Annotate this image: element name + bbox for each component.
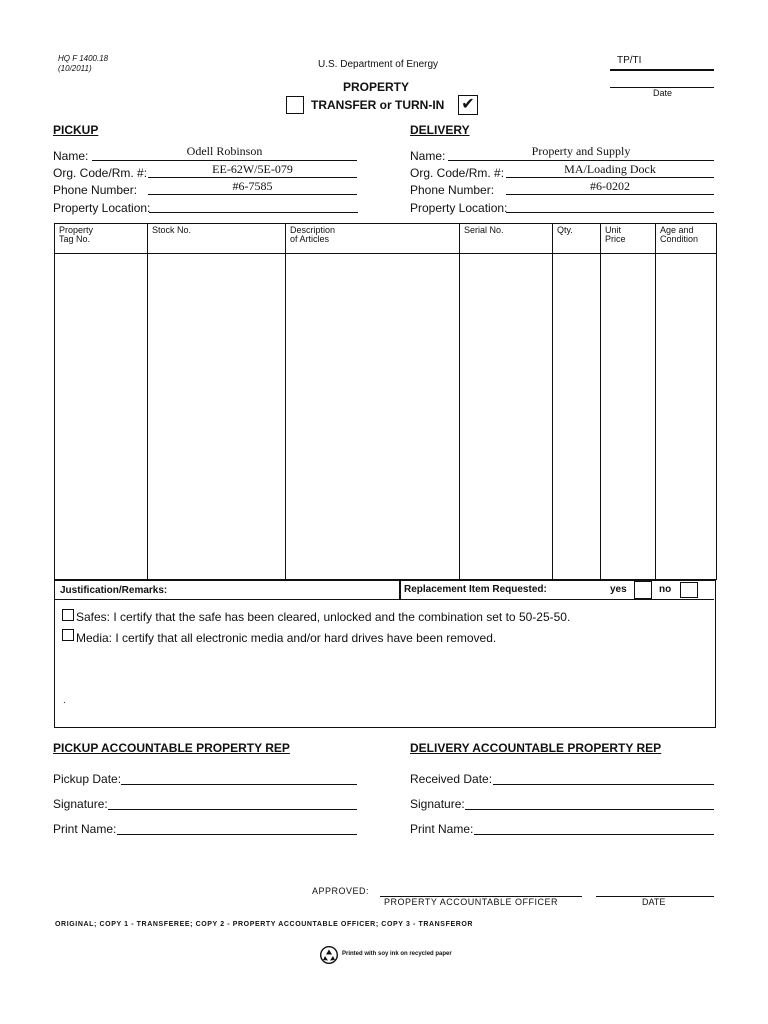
delivery-print-name-field[interactable] [474, 834, 714, 835]
form-date: (10/2011) [58, 64, 92, 73]
condition-cell[interactable] [656, 254, 717, 580]
delivery-phone-field[interactable]: #6-0202 [590, 179, 630, 193]
column-header-unit-price: Unit Price [601, 224, 656, 254]
pickup-date-label: Pickup Date: [53, 772, 122, 786]
safes-checkbox[interactable] [62, 609, 74, 621]
date-label: Date [653, 88, 673, 98]
pickup-signature-label: Signature: [53, 797, 108, 811]
delivery-org-field[interactable]: MA/Loading Dock [564, 162, 656, 176]
delivery-name-field[interactable]: Property and Supply [531, 144, 631, 158]
recycled-paper-note: Printed with soy ink on recycled paper [342, 951, 452, 957]
pickup-print-name-field[interactable] [117, 834, 357, 835]
replacement-label: Replacement Item Requested: [404, 584, 547, 595]
property-items-table [54, 223, 717, 580]
description-cell[interactable] [286, 254, 460, 580]
transfer-checkbox[interactable] [286, 96, 304, 114]
delivery-org-line [506, 177, 714, 178]
recycle-icon [320, 946, 338, 964]
pickup-phone-line [148, 194, 357, 195]
pickup-location-label: Property Location: [53, 201, 151, 215]
copy-distribution: ORIGINAL; COPY 1 - TRANSFEREE; COPY 2 - PROPERTY ACCOUNTABLE OFFICER; COPY 3 - TRANSFEROR [55, 921, 474, 928]
justification-label: Justification/Remarks: [60, 585, 168, 596]
delivery-phone-line [506, 194, 714, 195]
form-number: HQ F 1400.18 [58, 54, 109, 63]
approval-date-label: DATE [642, 897, 666, 907]
media-checkbox[interactable] [62, 629, 74, 641]
form-subtitle: TRANSFER or TURN-IN [311, 98, 445, 112]
pickup-print-name-label: Print Name: [53, 822, 117, 836]
pickup-name-label: Name: [53, 149, 89, 163]
replacement-no-checkbox[interactable] [680, 582, 698, 598]
pickup-name-field[interactable]: Odell Robinson [186, 144, 263, 158]
yes-label: yes [610, 584, 627, 595]
pickup-rep-heading: PICKUP ACCOUNTABLE PROPERTY REP [53, 741, 290, 755]
delivery-signature-field[interactable] [465, 809, 714, 810]
column-header-stock: Stock No. [148, 224, 286, 254]
table-row [55, 254, 717, 580]
approved-label: APPROVED: [312, 886, 370, 896]
remarks-dot: . [63, 695, 66, 706]
remarks-box [54, 580, 716, 728]
pickup-org-field[interactable]: EE-62W/5E-079 [212, 162, 293, 176]
delivery-name-line [448, 160, 714, 161]
tpti-field[interactable] [610, 69, 714, 71]
column-header-description: Description of Articles [286, 224, 460, 254]
pickup-name-line [92, 160, 357, 161]
column-header-qty: Qty. [553, 224, 601, 254]
agency-name: U.S. Department of Energy [318, 59, 439, 70]
delivery-print-name-label: Print Name: [410, 822, 474, 836]
delivery-phone-label: Phone Number: [410, 183, 495, 197]
received-date-label: Received Date: [410, 772, 493, 786]
delivery-signature-label: Signature: [410, 797, 465, 811]
check-mark-icon: ✔ [461, 96, 475, 113]
delivery-rep-heading: DELIVERY ACCOUNTABLE PROPERTY REP [410, 741, 662, 755]
divider [399, 581, 401, 599]
safes-statement: Safes: I certify that the safe has been cleared, unlocked and the combination set to 50-25-50. [76, 610, 571, 624]
column-header-serial: Serial No. [460, 224, 553, 254]
serial-cell[interactable] [460, 254, 553, 580]
turn-in-checkbox[interactable] [458, 95, 478, 115]
pickup-location-field[interactable] [149, 212, 358, 213]
divider [55, 599, 714, 600]
no-label: no [659, 584, 672, 595]
delivery-org-label: Org. Code/Rm. #: [410, 166, 505, 180]
media-statement: Media: I certify that all electronic media and/or hard drives have been removed. [76, 631, 497, 645]
pickup-org-line [148, 177, 357, 178]
delivery-location-label: Property Location: [410, 201, 508, 215]
column-header-tag: Property Tag No. [55, 224, 148, 254]
tag-cell[interactable] [55, 254, 148, 580]
pickup-date-field[interactable] [121, 784, 357, 785]
received-date-field[interactable] [493, 784, 714, 785]
pickup-heading: PICKUP [53, 123, 99, 137]
replacement-yes-checkbox[interactable] [634, 581, 652, 599]
pickup-phone-field[interactable]: #6-7585 [232, 179, 273, 193]
tpti-label: TP/TI [617, 55, 642, 66]
pickup-phone-label: Phone Number: [53, 183, 138, 197]
pickup-signature-field[interactable] [108, 809, 357, 810]
pickup-org-label: Org. Code/Rm. #: [53, 166, 148, 180]
delivery-heading: DELIVERY [410, 123, 470, 137]
column-header-condition: Age and Condition [656, 224, 717, 254]
qty-cell[interactable] [553, 254, 601, 580]
unit-price-cell[interactable] [601, 254, 656, 580]
delivery-location-field[interactable] [506, 212, 714, 213]
form-title: PROPERTY [343, 80, 410, 94]
delivery-name-label: Name: [410, 149, 446, 163]
officer-label: PROPERTY ACCOUNTABLE OFFICER [384, 897, 559, 907]
stock-cell[interactable] [148, 254, 286, 580]
